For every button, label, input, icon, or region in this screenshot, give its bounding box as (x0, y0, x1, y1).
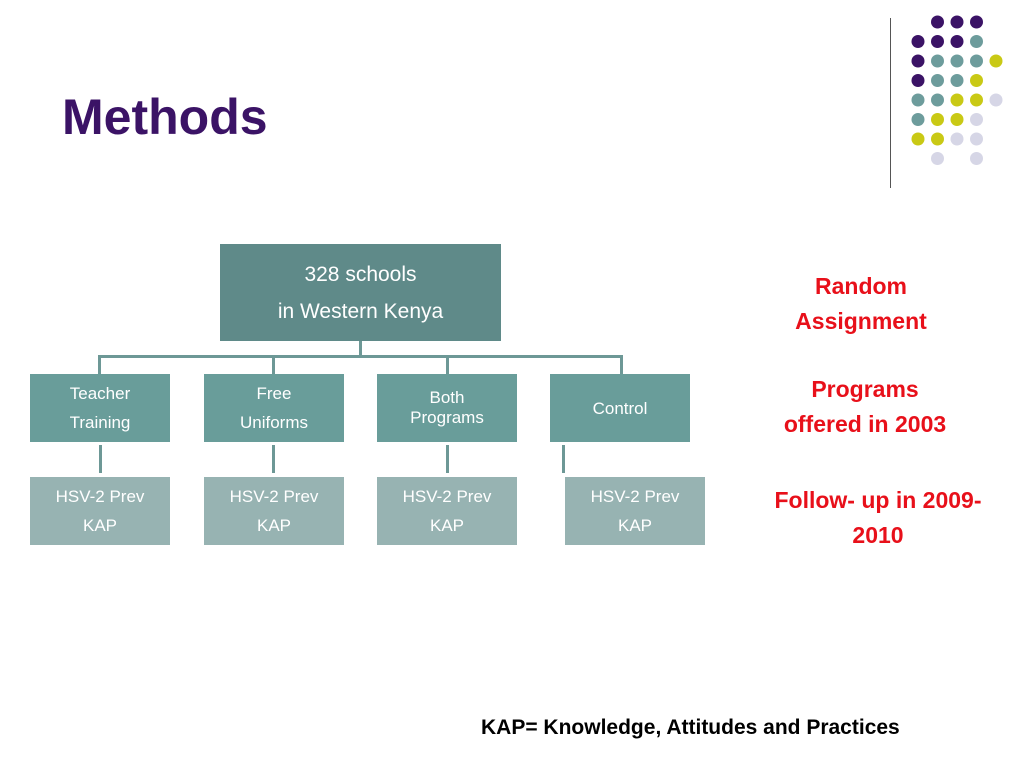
group-node-line1: Both (429, 388, 465, 407)
group-node-line2: Uniforms (239, 413, 308, 432)
decorative-dot (970, 16, 983, 29)
note-follow-up (744, 483, 1012, 553)
decorative-dot (970, 133, 983, 146)
note-line1: Random (815, 273, 907, 299)
note-line1: Programs (811, 376, 919, 402)
decorative-dot (951, 74, 964, 87)
decorative-dot (912, 35, 925, 48)
outcome-link-3 (446, 445, 449, 473)
root-node-line1: 328 schools (304, 262, 417, 286)
decorative-dot (970, 152, 983, 165)
kap-footnote: KAP= Knowledge, Attitudes and Practices (481, 716, 900, 739)
decorative-dot (970, 74, 983, 87)
group-node-line2: Programs (410, 408, 484, 427)
outcome-line1: HSV-2 Prev (229, 487, 319, 506)
note-line2: 2010 (852, 522, 904, 548)
decorative-dot (990, 94, 1003, 107)
outcome-line1: HSV-2 Prev (55, 487, 145, 506)
note-random-assignment (761, 269, 961, 339)
decorative-dot (951, 94, 964, 107)
outcome-link-2 (272, 445, 275, 473)
group-node-line1: Control (592, 398, 648, 418)
root-node-line2: in Western Kenya (277, 299, 444, 323)
group-node-control (550, 374, 690, 442)
outcome-line2: KAP (617, 516, 653, 535)
decorative-dot (931, 94, 944, 107)
outcome-line1: HSV-2 Prev (402, 487, 492, 506)
decorative-dot (951, 16, 964, 29)
outcome-line1: HSV-2 Prev (590, 487, 680, 506)
decorative-divider (890, 18, 891, 188)
branch-drop-1 (98, 355, 101, 374)
group-node-free-uniforms (204, 374, 344, 442)
outcome-node-control (565, 477, 705, 545)
root-node (220, 244, 501, 341)
group-node-line1: Free (256, 384, 292, 403)
decorative-dot (912, 133, 925, 146)
outcome-link-1 (99, 445, 102, 473)
decorative-dot (970, 113, 983, 126)
note-programs-offered (745, 372, 985, 442)
branch-drop-2 (272, 355, 275, 374)
decorative-dot (912, 74, 925, 87)
group-node-line1: Teacher (69, 384, 131, 403)
decorative-dot (970, 35, 983, 48)
group-node-teacher-training (30, 374, 170, 442)
decorative-dot (951, 113, 964, 126)
decorative-dot (951, 55, 964, 68)
group-node-line2: Training (69, 413, 131, 432)
decorative-dot (912, 94, 925, 107)
decorative-dot (912, 113, 925, 126)
outcome-line2: KAP (82, 516, 118, 535)
decorative-dot (970, 55, 983, 68)
decorative-dot (990, 55, 1003, 68)
decorative-dot (931, 133, 944, 146)
group-node-both-programs (377, 374, 517, 442)
note-line1: Follow- up in 2009- (774, 487, 982, 513)
decorative-dot (951, 35, 964, 48)
outcome-line2: KAP (256, 516, 292, 535)
decorative-dot (912, 55, 925, 68)
branch-drop-3 (446, 355, 449, 374)
decorative-dot (931, 55, 944, 68)
outcome-node-both-programs (377, 477, 517, 545)
decorative-dot (931, 74, 944, 87)
decorative-dot (931, 152, 944, 165)
decorative-dot (931, 113, 944, 126)
outcome-line2: KAP (429, 516, 465, 535)
branch-bar (98, 355, 623, 358)
decorative-dot (951, 133, 964, 146)
outcome-link-4 (562, 445, 565, 473)
outcome-node-free-uniforms (204, 477, 344, 545)
decorative-dot (970, 94, 983, 107)
note-line2: Assignment (795, 308, 927, 334)
slide-title: Methods (62, 89, 268, 145)
note-line2: offered in 2003 (783, 411, 947, 437)
outcome-node-teacher-training (30, 477, 170, 545)
decorative-dot (931, 16, 944, 29)
branch-drop-4 (620, 355, 623, 374)
decorative-dot (931, 35, 944, 48)
